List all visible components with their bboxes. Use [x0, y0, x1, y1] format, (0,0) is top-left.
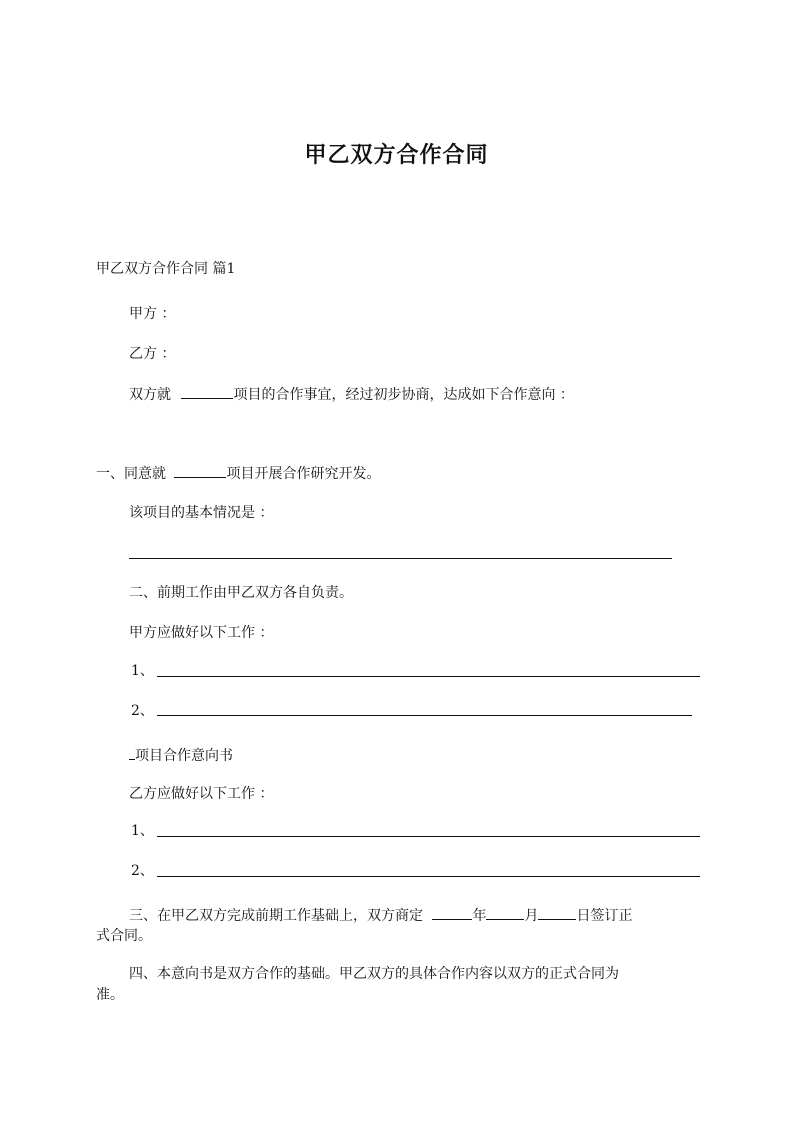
intro-after: 项目的合作事宜，经过初步协商，达成如下合作意向 ：	[233, 387, 574, 403]
intro-paragraph	[129, 384, 574, 404]
month-blank[interactable]	[486, 905, 524, 920]
intro-before: 双方就	[129, 387, 171, 403]
party-a-item-1-fill-line[interactable]	[157, 676, 700, 677]
month-label: 月	[524, 908, 539, 924]
year-label: 年	[472, 908, 487, 924]
party-a-label: 甲方 ：	[129, 306, 176, 322]
intent-letter-label: 项目合作意向书	[135, 748, 233, 764]
clause-1	[96, 463, 380, 483]
basic-info-fill-line[interactable]	[129, 558, 672, 559]
day-blank[interactable]	[538, 905, 576, 920]
clause-3-line-2: 式合同。	[96, 928, 152, 944]
party-b-item-2-number: 2、	[131, 863, 154, 879]
clause-1-before: 一、同意就	[96, 466, 166, 482]
clause-1-project-blank[interactable]	[174, 463, 226, 478]
year-blank[interactable]	[432, 905, 472, 920]
project-name-blank[interactable]	[181, 384, 233, 399]
day-suffix: 日签订正	[576, 908, 633, 924]
party-a-tasks-label: 甲方应做好以下工作 ：	[129, 625, 274, 641]
intent-letter-line	[129, 745, 233, 765]
section-heading: 甲乙双方合作合同 篇1	[96, 261, 236, 277]
document-title: 甲乙双方合作合同	[304, 143, 489, 168]
party-b-item-1-number: 1、	[131, 823, 154, 839]
clause-4-line-2: 准。	[96, 987, 124, 1003]
party-b-item-1-fill-line[interactable]	[157, 836, 700, 837]
party-b-item-2-fill-line[interactable]	[157, 876, 700, 877]
clause-4-line-1: 四、本意向书是双方合作的基础。甲乙双方的具体合作内容以双方的正式合同为	[129, 966, 619, 982]
party-b-label: 乙方 ：	[129, 346, 176, 362]
party-a-item-2-number: 2、	[131, 703, 154, 719]
party-a-item-2-fill-line[interactable]	[157, 715, 692, 716]
clause-1-after: 项目开展合作研究开发。	[226, 466, 381, 482]
clause-3-line-1	[129, 905, 632, 925]
party-b-tasks-label: 乙方应做好以下工作 ：	[129, 786, 274, 802]
basic-info-label: 该项目的基本情况是 ：	[129, 505, 274, 521]
clause-3-text: 三、在甲乙双方完成前期工作基础上，双方商定	[129, 908, 423, 924]
clause-2: 二、前期工作由甲乙双方各自负责。	[129, 585, 353, 601]
party-a-item-1-number: 1、	[131, 663, 154, 679]
